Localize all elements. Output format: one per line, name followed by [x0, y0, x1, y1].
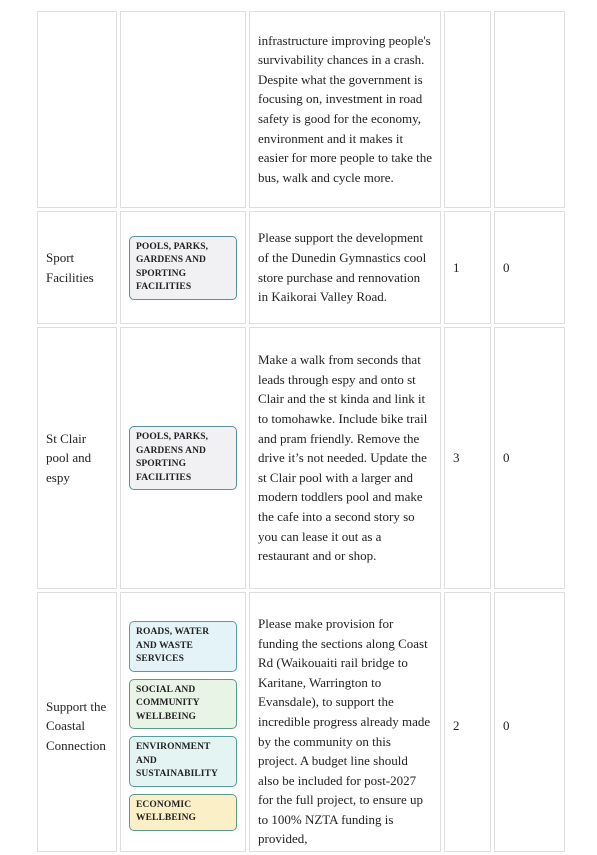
- comment-text: Please make provision for funding the sections along Coast Rd (Waikouaiti rail bridge to Karitane, Warrington to Evansdale), to support the incredible progress already made by the community on this project. A budget line should also be included for post-2027 for the full project, to ensure up to 100% NZTA funding is provided,: [258, 615, 431, 847]
- oppose-count-cell: [494, 327, 565, 589]
- table-row: [37, 11, 565, 208]
- support-count: 3: [453, 450, 460, 466]
- support-count-cell: [444, 327, 491, 589]
- topic-cell: [37, 327, 117, 589]
- comment-cell: [249, 592, 441, 852]
- category-tag-environment: ENVIRONMENT AND SUSTAINABILITY: [129, 736, 237, 787]
- tags-cell: [120, 592, 246, 852]
- table-row: [37, 327, 565, 589]
- topic-text: St Clair pool and espy: [46, 430, 92, 485]
- tags-cell: [120, 327, 246, 589]
- comment-text: Make a walk from seconds that leads through espy and onto st Clair and the st kinda and link it to tomohawke. Include bike trail and pram friendly. Remove the drive it’s not needed. Update the st Clair pool with a larger and modern toddlers pool and make the cafe into a second story so you can lease it out as a restaurant and or shop.: [258, 352, 428, 564]
- support-count: 2: [453, 718, 460, 734]
- support-count: 1: [453, 259, 460, 275]
- comment-cell: [249, 211, 441, 324]
- oppose-count: 0: [503, 450, 510, 466]
- oppose-count-cell: [494, 211, 565, 324]
- support-count-cell: [444, 211, 491, 324]
- category-tag-roads-water: ROADS, WATER AND WASTE SERVICES: [129, 621, 237, 672]
- topic-text: Support the Coastal Connection: [46, 698, 107, 753]
- comment-cell: [249, 327, 441, 589]
- table-row: [37, 211, 565, 324]
- support-count-cell: [444, 592, 491, 852]
- category-tag-pools-parks: POOLS, PARKS, GARDENS AND SPORTING FACILITIES: [129, 426, 237, 490]
- category-tag-economic: ECONOMIC WELLBEING: [129, 794, 237, 831]
- oppose-count: 0: [503, 718, 510, 734]
- comment-cell: [249, 11, 441, 208]
- tags-cell: [120, 11, 246, 208]
- topic-cell: [37, 11, 117, 208]
- comment-text: infrastructure improving people's survivability chances in a crash. Despite what the government is focusing on, investment in road safety is good for the economy, environment and it makes it easier for more people to take the bus, walk and cycle more.: [258, 32, 432, 185]
- topic-cell: [37, 211, 117, 324]
- topic-cell: [37, 592, 117, 852]
- topic-text: Sport Facilities: [46, 249, 94, 285]
- oppose-count: 0: [503, 259, 510, 275]
- oppose-count-cell: [494, 11, 565, 208]
- oppose-count-cell: [494, 592, 565, 852]
- table-row: [37, 592, 565, 852]
- category-tag-pools-parks: POOLS, PARKS, GARDENS AND SPORTING FACILITIES: [129, 236, 237, 300]
- tags-cell: [120, 211, 246, 324]
- comment-text: Please support the development of the Dunedin Gymnastics cool store purchase and rennovation in Kaikorai Valley Road.: [258, 230, 427, 305]
- support-count-cell: [444, 11, 491, 208]
- category-tag-social-community: SOCIAL AND COMMUNITY WELLBEING: [129, 679, 237, 730]
- submissions-table: [34, 8, 568, 855]
